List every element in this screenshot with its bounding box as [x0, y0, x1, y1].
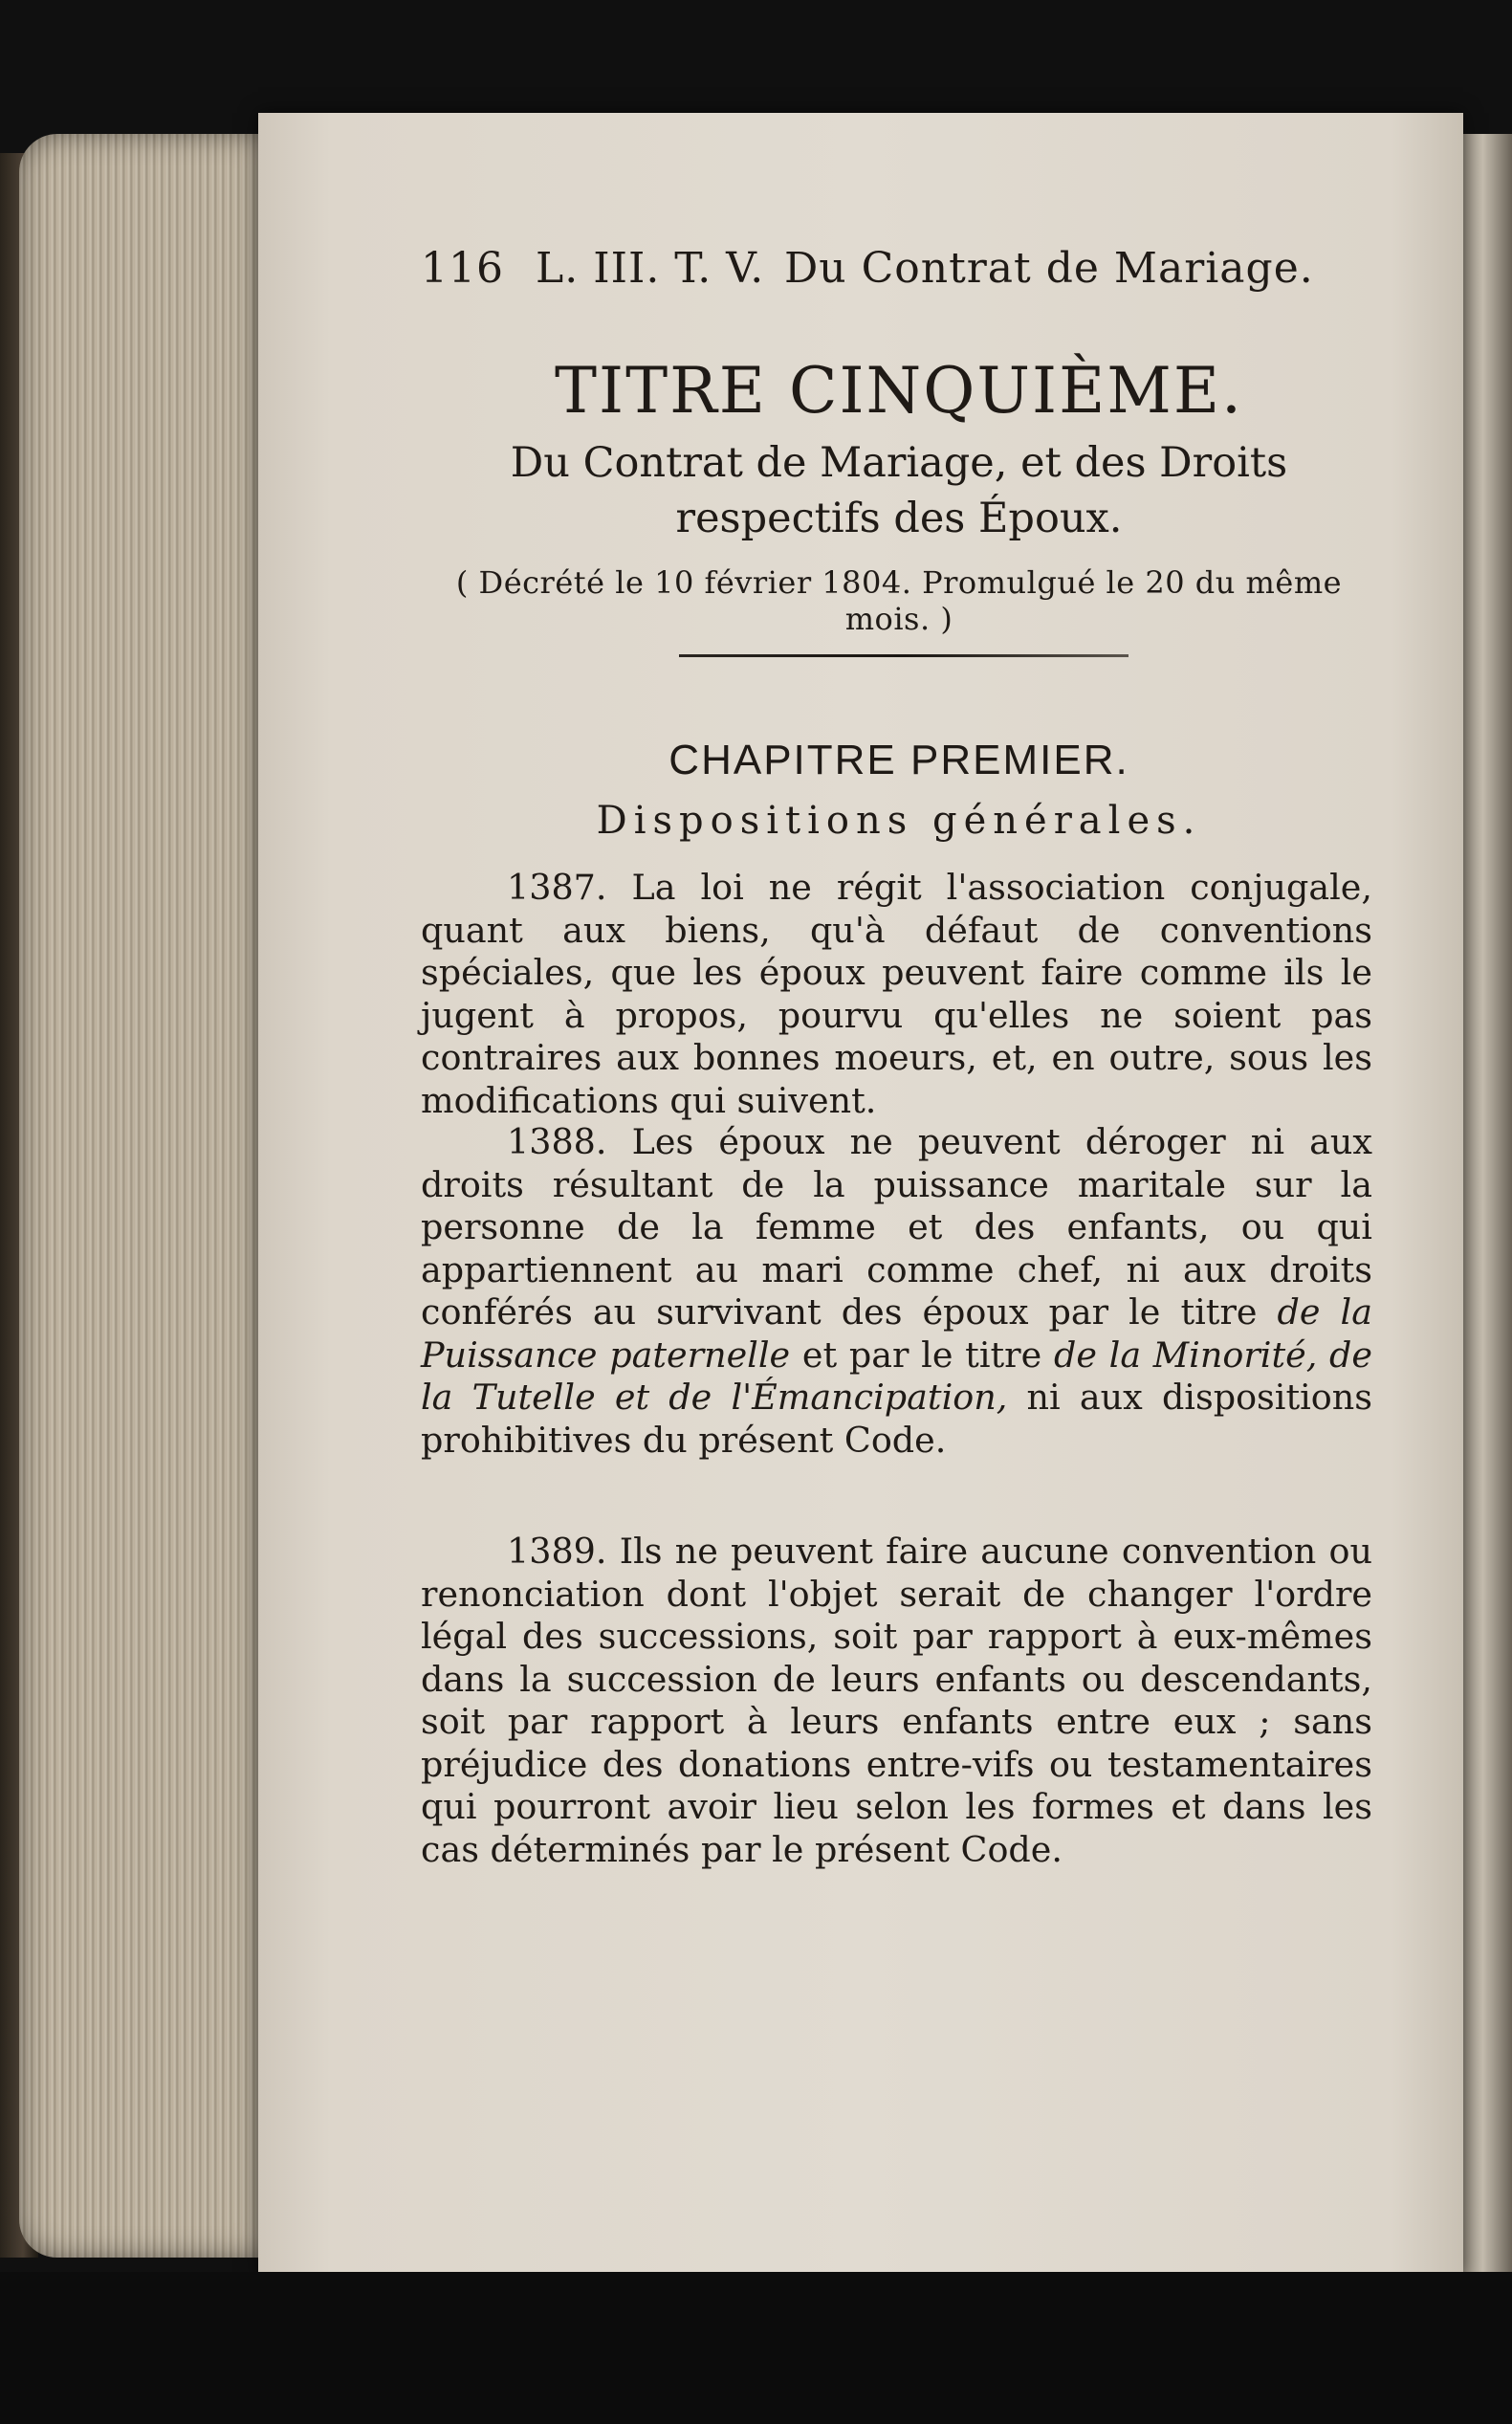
title-subheading: Du Contrat de Mariage, et des Droits respectifs des Époux. [510, 439, 1288, 542]
article-1389 [421, 1531, 1372, 1871]
divider-rule [679, 654, 1129, 657]
chapter-heading: CHAPITRE PREMIER. [668, 737, 1129, 783]
article-number: 1387. [507, 867, 607, 908]
article-1387 [421, 867, 1372, 1122]
article-number: 1388. [507, 1121, 607, 1162]
running-title: Du Contrat de Mariage. [784, 244, 1314, 293]
article-text: Ils ne peuvent faire aucune convention ou renonciation dont l'objet serait de changer l'ordre légal des successions, soit par rapport à eux-mêmes dans la succession de leurs enfants ou descendants, soit par rapport à leurs enfants entre eux ; sans préjudice des donations entre-vifs ou testamentaires qui pourront avoir lieu selon les formes et dans les cas déterminés par le présent Code. [421, 1531, 1372, 1870]
title-heading: TITRE CINQUIÈME. [554, 354, 1243, 428]
article-text: et par le titre [801, 1333, 1042, 1376]
chapter-subheading: Dispositions générales. [596, 799, 1202, 843]
article-text: La loi ne régit l'association conjugale, quant aux biens, qu'à défaut de conventions spéciales, que les époux peuvent faire comme ils le jugent à propos, pourvu qu'elles ne soient pas contraires aux bonnes moeurs, et, en outre, sous les modifications qui suivent. [421, 867, 1372, 1121]
decree-note: ( Décrété le 10 février 1804. Promulgué le 20 du même mois. ) [455, 564, 1343, 637]
page-edges [19, 134, 268, 2258]
article-text: ni aux dispositions prohibitives du présent Code. [421, 1377, 1373, 1461]
article-1388 [421, 1121, 1372, 1462]
book-reference: L. III. T. V. [536, 244, 765, 293]
article-text: Les époux ne peuvent déroger ni aux droits résultant de la puissance maritale sur la personne de la femme et des enfants, ou qui appartiennent au mari comme chef, ni aux droits conférés au survivant des époux par le titre [421, 1121, 1372, 1333]
page-number: 116 [421, 244, 504, 293]
article-number: 1389. [507, 1531, 607, 1572]
background-shadow [0, 2272, 1512, 2424]
article-title-reference: de la Minorité, de la Tutelle et de l'Émancipation, [421, 1333, 1373, 1418]
running-header [421, 244, 1314, 301]
facing-page-edge [1463, 134, 1512, 2277]
article-title-reference: de la Puissance paternelle [421, 1291, 1372, 1376]
